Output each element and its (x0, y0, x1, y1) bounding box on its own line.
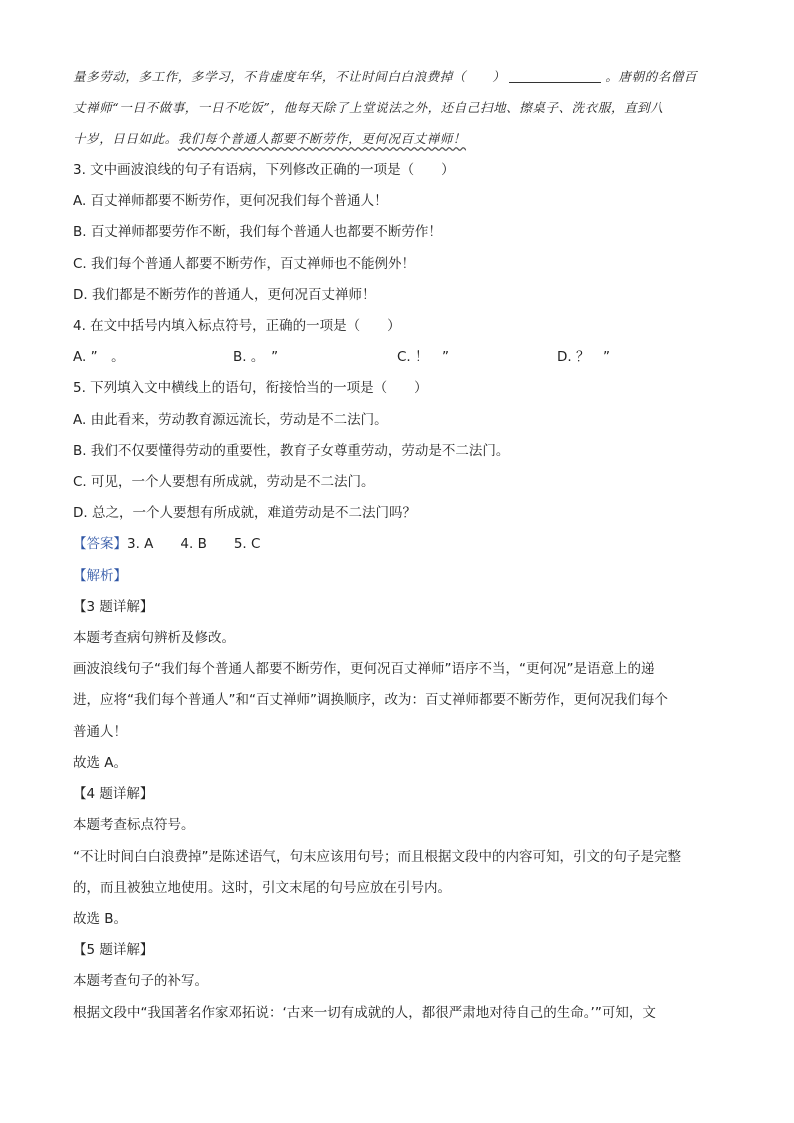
passage-text: 。唐朝的名僧百 (605, 69, 698, 84)
q3-detail-conclusion: 故选 A。 (73, 755, 128, 771)
passage-text: 量多劳动，多工作，多学习，不肯虚度年华，不让时间白白浪费掉（ ） (73, 69, 506, 84)
question-4-option-d: D. ？ ” (557, 349, 610, 365)
q4-detail-text: 本题考查标点符号。 (73, 817, 195, 833)
q5-detail-text: 根据文段中“我国著名作家邓拓说：‘古来一切有成就的人，都很严肃地对待自己的生命。’”可知，文 (73, 1005, 656, 1021)
question-3-option-d: D. 我们都是不断劳作的普通人，更何况百丈禅师！ (73, 287, 376, 303)
q4-detail-text: 的，而且被独立地使用。这时，引文末尾的句号应放在引号内。 (73, 880, 451, 896)
analysis-label: 【解析】 (73, 568, 127, 584)
q5-detail-text: 本题考查句子的补写。 (73, 973, 208, 989)
answer-label: 【答案】 (73, 536, 127, 552)
question-4-option-a: A. ” 。 (73, 349, 125, 365)
q3-detail-text: 进，应将“我们每个普通人”和“百丈禅师”调换顺序，改为：百丈禅师都要不断劳作，更何况我们每个 (73, 692, 668, 708)
wavy-underlined-sentence: 我们每个普通人都要不断劳作，更何况百丈禅师！ (177, 131, 467, 146)
question-5-stem: 5. 下列填入文中横线上的语句，衔接恰当的一项是（ ） (73, 380, 428, 396)
fill-blank-line (509, 68, 601, 83)
question-3-option-c: C. 我们每个普通人都要不断劳作，百丈禅师也不能例外！ (73, 256, 416, 272)
answer-values: 3. A 4. B 5. C (127, 536, 261, 552)
question-4-option-b: B. 。 ” (233, 349, 279, 365)
passage-line-1 (73, 67, 697, 87)
q5-detail-heading: 【5 题详解】 (73, 942, 154, 958)
answer-line (73, 534, 260, 554)
q3-detail-text: 画波浪线句子“我们每个普通人都要不断劳作，更何况百丈禅师”语序不当，“更何况”是语意上的递 (73, 661, 655, 677)
passage-line-3 (73, 129, 466, 149)
question-3-option-b: B. 百丈禅师都要劳作不断，我们每个普通人也都要不断劳作！ (73, 224, 442, 240)
question-5-option-a: A. 由此看来，劳动教育源远流长，劳动是不二法门。 (73, 412, 388, 428)
q3-detail-heading: 【3 题详解】 (73, 599, 154, 615)
question-4-stem: 4. 在文中括号内填入标点符号，正确的一项是（ ） (73, 318, 401, 334)
question-5-option-c: C. 可见，一个人要想有所成就，劳动是不二法门。 (73, 474, 375, 490)
passage-line-2: 丈禅师“一日不做事，一日不吃饭”，他每天除了上堂说法之外，还自己扫地、擦桌子、洗衣服，直到八 (73, 100, 664, 115)
question-3-option-a: A. 百丈禅师都要不断劳作，更何况我们每个普通人！ (73, 193, 388, 209)
q4-detail-heading: 【4 题详解】 (73, 786, 154, 802)
q4-detail-text: “不让时间白白浪费掉”是陈述语气，句末应该用句号；而且根据文段中的内容可知，引文的句子是完整 (73, 849, 681, 865)
question-3-stem: 3. 文中画波浪线的句子有语病，下列修改正确的一项是（ ） (73, 162, 455, 178)
passage-text: 十岁，日日如此。 (73, 131, 178, 146)
q4-detail-conclusion: 故选 B。 (73, 911, 128, 927)
question-4-options (73, 347, 713, 367)
q3-detail-text: 本题考查病句辨析及修改。 (73, 630, 235, 646)
q3-detail-text: 普通人！ (73, 724, 127, 740)
question-5-option-b: B. 我们不仅要懂得劳动的重要性，教育子女尊重劳动，劳动是不二法门。 (73, 443, 510, 459)
question-4-option-c: C. ！ ” (397, 349, 450, 365)
question-5-option-d: D. 总之，一个人要想有所成就，难道劳动是不二法门吗？ (73, 505, 416, 521)
